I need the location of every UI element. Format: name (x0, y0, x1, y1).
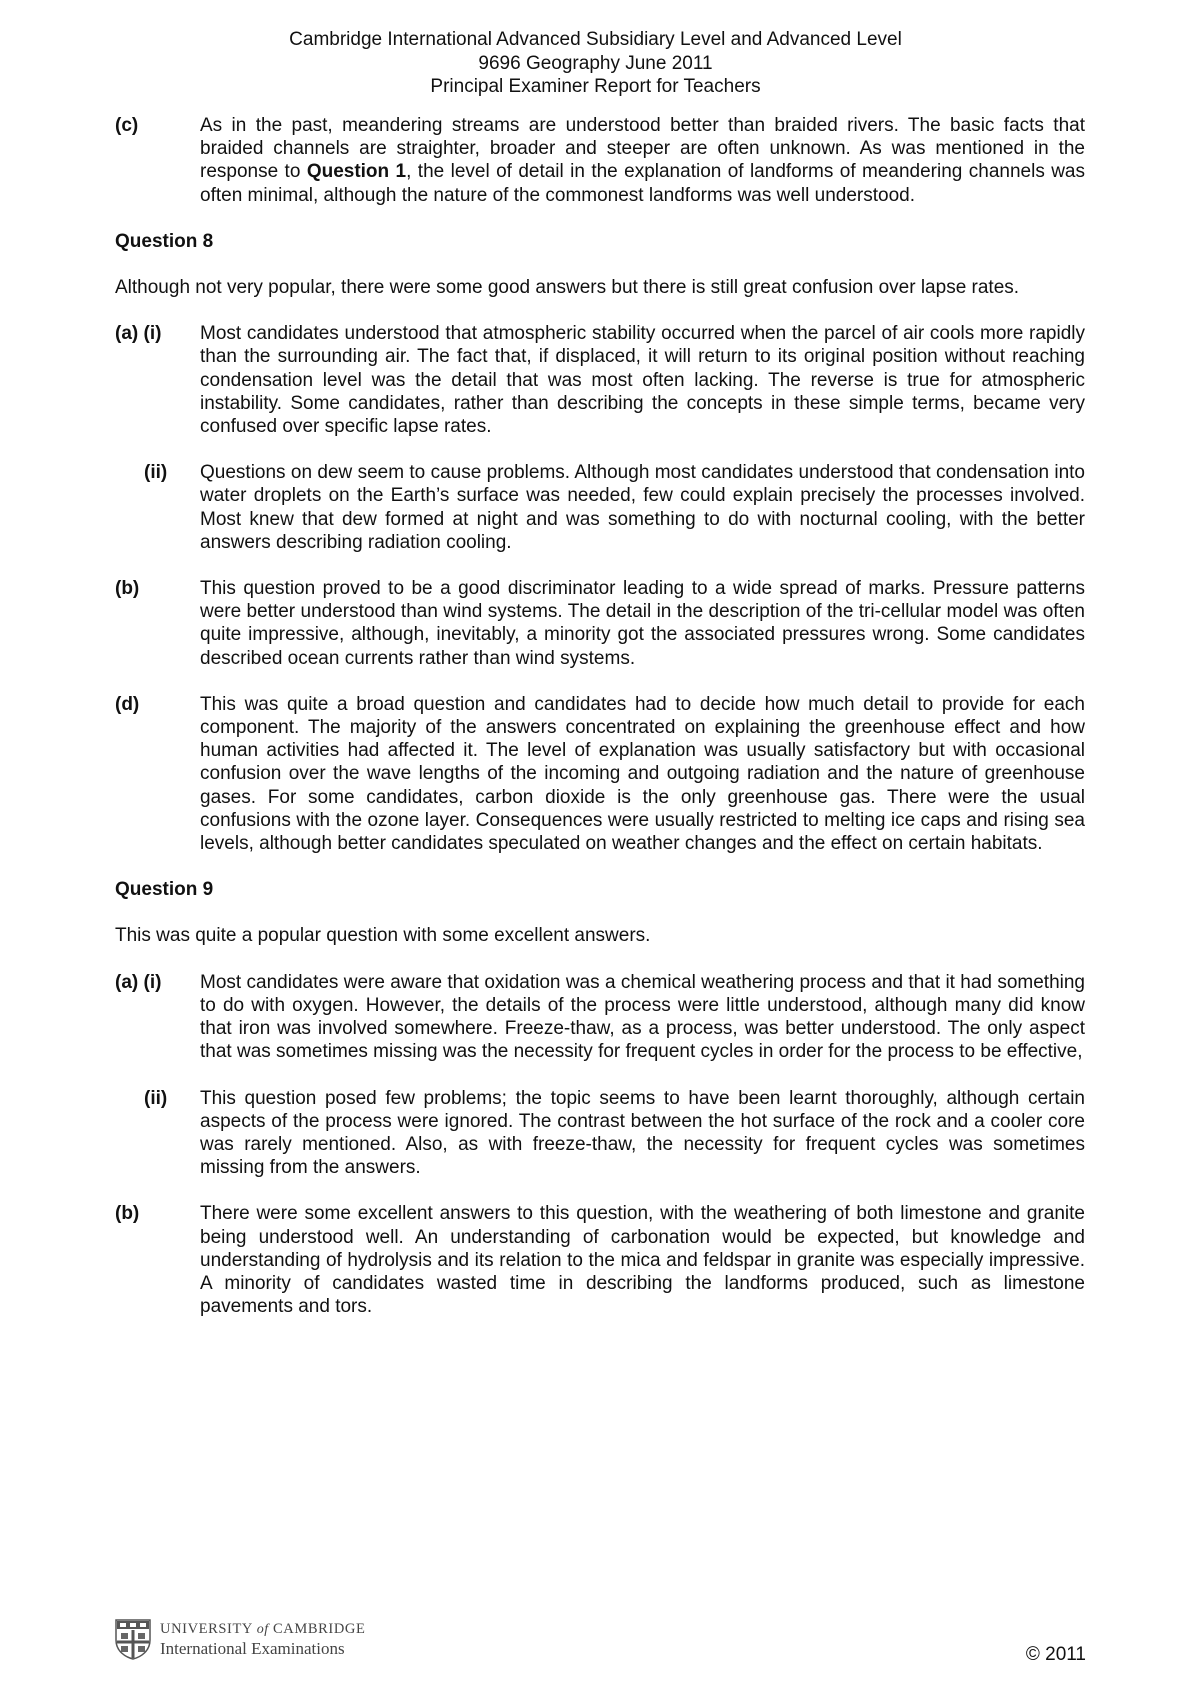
q9-part-a-ii (115, 1087, 1085, 1180)
section-label: (a) (i) (115, 971, 162, 993)
section-label: (c) (115, 115, 139, 136)
question-reference: Question 1 (306, 161, 407, 183)
section-label: (d) (115, 693, 140, 715)
section-text: This question posed few problems; the topic seems to have been learnt thoroughly, although certain aspects of the process were ignored. The contrast between the hot surface of the rock and a cooler core was rarely mentioned. Also, as with freeze-thaw, the necessity for frequent cycles was sometimes missing from the answers. (200, 1087, 1085, 1179)
section-text: Most candidates understood that atmospheric stability occurred when the parcel of air cools more rapidly than the surrounding air. The fact that, if displaced, it will return to its original position without reaching condensation level was the detail that was most often lacking. The reverse is true for atmospheric instability. Some candidates, rather than describing the concepts in these simple terms, became very confused over specific lapse rates. (200, 323, 1085, 438)
section-text: Most candidates were aware that oxidation was a chemical weathering process and that it had something to do with oxygen. However, the details of the process were little understood, although many did know that iron was involved somewhere. Freeze-thaw, as a process, was better understood. The only aspect that was sometimes missing was the necessity for frequent cycles in order for the process to be effective, (200, 971, 1085, 1063)
question-9-intro: This was quite a popular question with some excellent answers. (115, 925, 651, 947)
cambridge-crest-icon (114, 1618, 152, 1660)
report-body (115, 114, 1085, 1341)
question-8-heading: Question 8 (115, 230, 214, 252)
section-text: Questions on dew seem to cause problems. Although most candidates understood that condensation into water droplets on the Earth’s surface was needed, few could explain precisely the processes involved. Most knew that dew formed at night and was something to do with nocturnal cooling, with the better answers describing radiation cooling. (200, 462, 1085, 553)
copyright-notice: © 2011 (1025, 1644, 1086, 1665)
section-c (115, 114, 1085, 207)
q8-part-a-i (115, 322, 1085, 438)
section-label: (ii) (144, 1087, 168, 1109)
university-logo: UNIVERSITY of CAMBRIDGE International Examinations (114, 1618, 365, 1660)
section-label: (b) (115, 1203, 140, 1225)
section-text: As in the past, meandering streams are understood better than braided rivers. The basic facts that braided channels are straighter, broader and steeper are often unknown. As was mentioned in the response to Question 1, the level of detail in the explanation of landforms of meandering channels was often minimal, although the nature of the commonest landforms was well understood. (200, 115, 1085, 206)
section-text: This was quite a broad question and candidates had to decide how much detail to provide for each component. The majority of the answers concentrated on explaining the greenhouse effect and how human activities had affected it. The level of explanation was usually satisfactory but with occasional confusion over the wave lengths of the incoming and outgoing radiation and the nature of greenhouse gases. For some candidates, carbon dioxide is the only greenhouse gas. There were the usual confusions with the ozone layer. Consequences were usually restricted to melting ice caps and rising sea levels, although better candidates speculated on weather changes and the effect on certain habitats. (200, 693, 1085, 855)
q8-part-d (115, 693, 1085, 855)
header-title: Cambridge International Advanced Subsidiary Level and Advanced Level (289, 29, 902, 50)
page-header (0, 28, 1191, 99)
section-label: (ii) (144, 462, 168, 484)
question-9-heading: Question 9 (115, 879, 214, 901)
header-report-name: Principal Examiner Report for Teachers (430, 76, 761, 97)
section-text: This question proved to be a good discriminator leading to a wide spread of marks. Pressure patterns were better understood than wind systems. The detail in the description of the tri-cellular model was often quite impressive, although, inevitably, a minority got the associated pressures wrong. Some candidates described ocean currents rather than wind systems. (200, 578, 1085, 669)
section-label: (a) (i) (115, 323, 162, 345)
section-label: (b) (115, 578, 140, 600)
q8-part-b (115, 577, 1085, 670)
q9-part-b (115, 1202, 1085, 1318)
q9-part-a-i (115, 971, 1085, 1064)
q8-part-a-ii (115, 461, 1085, 554)
question-8-intro: Although not very popular, there were some good answers but there is still great confusion over lapse rates. (115, 277, 1020, 299)
header-subtitle: 9696 Geography June 2011 (478, 52, 713, 74)
section-text: There were some excellent answers to this question, with the weathering of both limestone and granite being understood well. An understanding of carbonation would be expected, but knowledge and understanding of hydrolysis and its relation to the mica and feldspar in granite was especially impressive. A minority of candidates wasted time in describing the landforms produced, such as limestone pavements and tors. (200, 1203, 1085, 1318)
